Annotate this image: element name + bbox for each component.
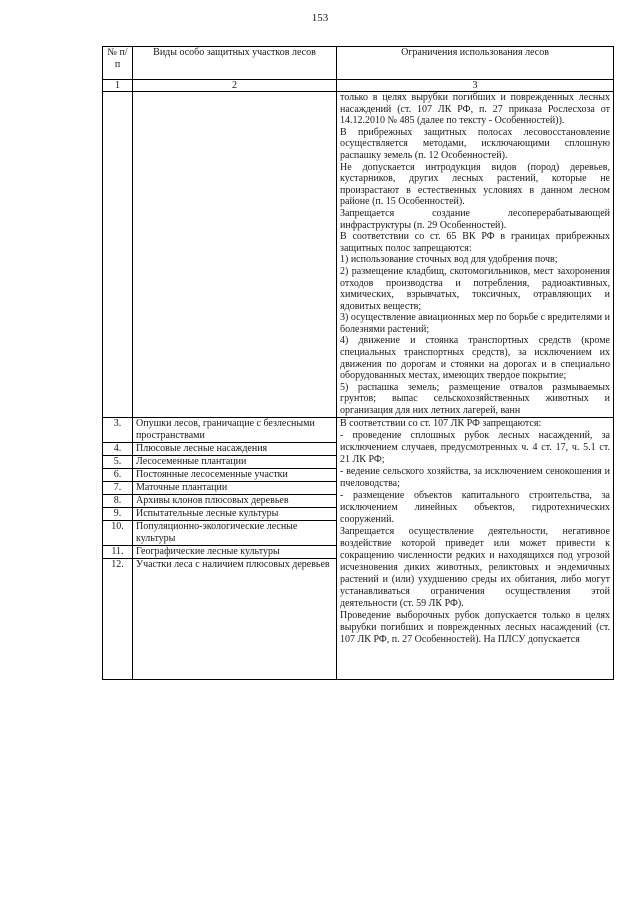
- restriction-paragraph: - ведение сельского хозяйства, за исключением сенокошения и пчеловодства;: [340, 465, 610, 489]
- restriction-paragraph: 2) размещение кладбищ, скотомогильников, мест захоронения отходов производства и потребления, радиоактивных, химических, взрывчатых, токсичных, отравляющих и ядовитых веществ;: [340, 265, 610, 312]
- column-number-2: 2: [133, 80, 337, 92]
- continued-row: [103, 92, 614, 418]
- restriction-paragraph: В соответствии со ст. 107 ЛК РФ запрещаются:: [340, 417, 542, 429]
- restriction-paragraph: - размещение объектов капитального строительства, за исключением линейных объектов, гидротехнических сооружений.: [340, 489, 610, 525]
- column-number-row: [103, 80, 614, 92]
- restriction-paragraph: В прибрежных защитных полосах лесовосстановление осуществляется методами, исключающими сплошную распашку земель (п. 12 Особенностей).: [340, 126, 610, 161]
- row-number: 3.: [103, 417, 133, 442]
- zone-type-name: Маточные плантации: [133, 481, 337, 494]
- page-number: 153: [311, 12, 329, 24]
- restriction-paragraph: 4) движение и стоянка транспортных средств (кроме специальных транспортных средств), за исключением их движения по дорогам и стоянки на дорогах и в специально оборудованных местах, имеющих твердое покрытие;: [340, 335, 610, 382]
- header-restrictions: Ограничения использования лесов: [337, 47, 614, 80]
- zone-type-name: Участки леса с наличием плюсовых деревьев: [133, 558, 337, 679]
- column-number-3: 3: [337, 80, 614, 92]
- continued-name-cell: [133, 92, 337, 418]
- restriction-paragraph: 3) осуществление авиационных мер по борьбе с вредителями и болезнями растений;: [340, 312, 610, 335]
- restriction-paragraph: Запрещается создание лесоперерабатывающей инфраструктуры (п. 29 Особенностей).: [340, 207, 610, 231]
- restriction-paragraph: 1) использование сточных вод для удобрения почв;: [340, 254, 558, 266]
- row-number: 7.: [103, 481, 133, 494]
- group-restrictions-cell: [337, 417, 614, 679]
- zone-type-name: Архивы клонов плюсовых деревьев: [133, 494, 337, 507]
- continued-restrictions-cell: [337, 92, 614, 418]
- row-number: 8.: [103, 494, 133, 507]
- restriction-paragraph: Проведение выборочных рубок допускается только в целях вырубки погибших и поврежденных лесных насаждений (ст. 107 ЛК РФ, п. 27 Особенностей). На ПЛСУ допускается: [340, 609, 610, 645]
- row-number: 12.: [103, 558, 133, 679]
- row-number: 5.: [103, 455, 133, 468]
- column-number-1: 1: [103, 80, 133, 92]
- zone-type-name: Испытательные лесные культуры: [133, 507, 337, 520]
- restriction-paragraph: В соответствии со ст. 65 ВК РФ в границах прибрежных защитных полос запрещаются:: [340, 231, 610, 254]
- restriction-paragraph: - проведение сплошных рубок лесных насаждений, за исключением случаев, предусмотренных ч. 4 ст. 17, ч. 5.1 ст. 21 ЛК РФ;: [340, 429, 610, 465]
- restrictions-table: [102, 46, 614, 680]
- restriction-paragraph: только в целях вырубки погибших и поврежденных лесных насаждений (ст. 107 ЛК РФ, п. 27 приказа Рослесхоза от 14.12.2010 № 485 (далее по тексту - Особенностей)).: [340, 92, 610, 127]
- table-row: [103, 417, 614, 442]
- zone-type-name: Популяционно-экологические лесные культуры: [133, 520, 337, 545]
- zone-type-name: Географические лесные культуры: [133, 545, 337, 558]
- restriction-paragraph: Не допускается интродукция видов (пород) деревьев, кустарников, других лесных растений, которые не произрастают в естественных условиях в данном лесном районе (п. 15 Особенностей).: [340, 161, 610, 208]
- zone-type-name: Плюсовые лесные насаждения: [133, 442, 337, 455]
- continued-num-cell: [103, 92, 133, 418]
- restriction-paragraph: 5) распашка земель; размещение отвалов размываемых грунтов; выпас сельскохозяйственных животных и организация для них летних лагерей, ванн: [340, 381, 610, 417]
- row-number: 9.: [103, 507, 133, 520]
- header-zone-types: Виды особо защитных участков лесов: [133, 47, 337, 80]
- header-number: № п/п: [103, 47, 133, 80]
- zone-type-name: Опушки лесов, граничащие с безлесными пространствами: [133, 417, 337, 442]
- row-number: 6.: [103, 468, 133, 481]
- row-number: 4.: [103, 442, 133, 455]
- row-number: 10.: [103, 520, 133, 545]
- header-row: [103, 47, 614, 80]
- zone-type-name: Постоянные лесосеменные участки: [133, 468, 337, 481]
- row-number: 11.: [103, 545, 133, 558]
- restriction-paragraph: Запрещается осуществление деятельности, негативное воздействие которой приведет или может привести к сокращению численности редких и находящихся под угрозой исчезновения диких животных, реликтовых и эндемичных растений и (или) ухудшению среды их обитания, либо могут устанавливаться ограничения осуществления этой деятельности (ст. 59 ЛК РФ).: [340, 525, 610, 609]
- zone-type-name: Лесосеменные плантации: [133, 455, 337, 468]
